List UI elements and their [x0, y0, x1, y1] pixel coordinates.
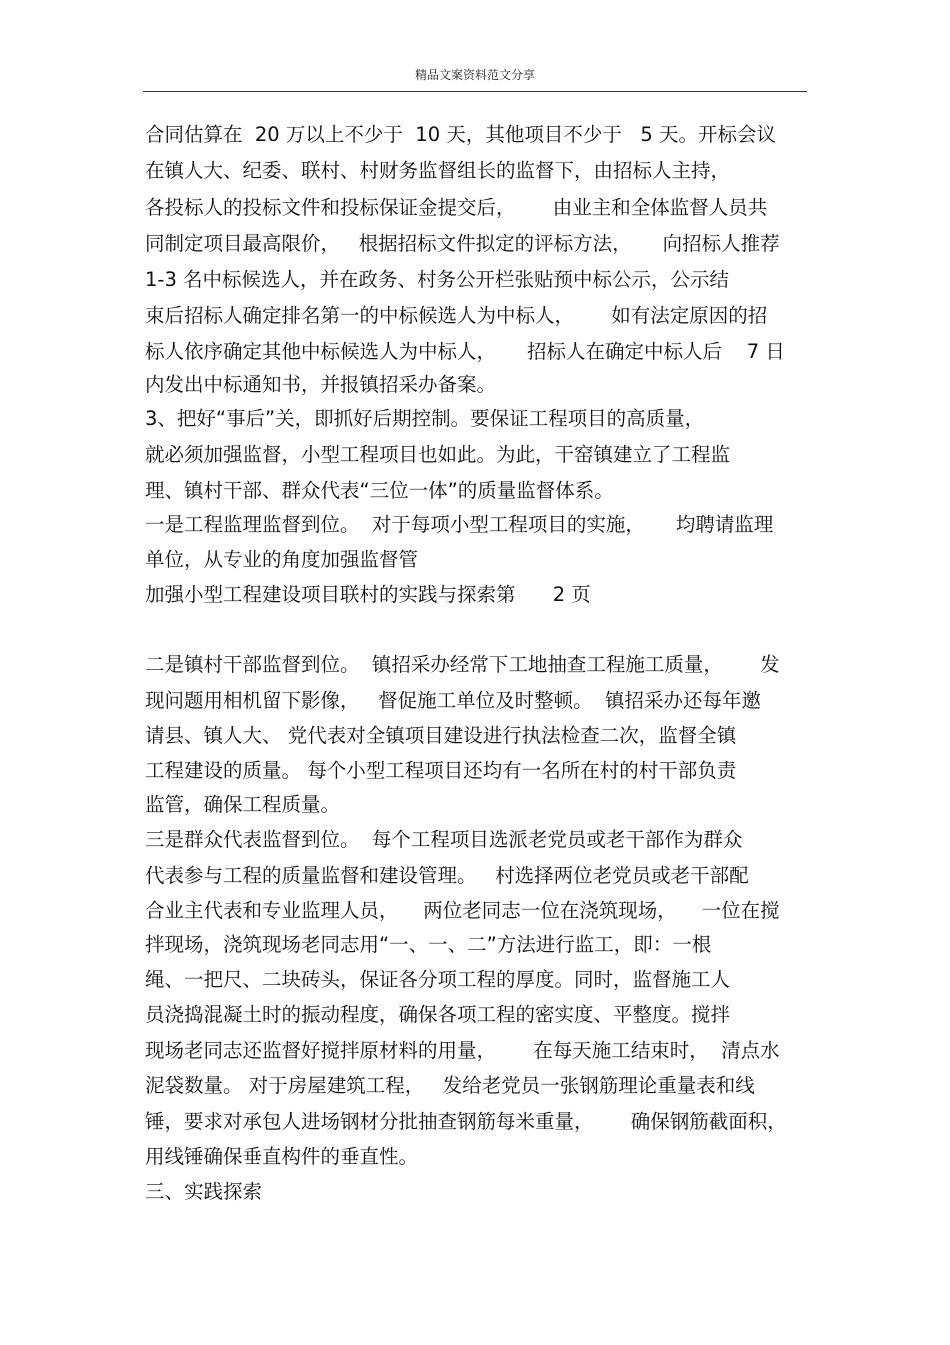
page-footer-note: 加强小型工程建设项目联村的实践与探索第 2 页: [145, 583, 591, 606]
body-line: 一是工程监理监督到位。 对于每项小型工程项目的实施， 均聘请监理: [145, 513, 774, 536]
body-line: 锤，要求对承包人进场钢材分批抽查钢筋每米重量， 确保钢筋截面积，: [145, 1110, 787, 1133]
body-line: 代表参与工程的质量监督和建设管理。 村选择两位老党员或老干部配: [145, 864, 749, 887]
body-line: 3、把好“事后”关，即抓好后期控制。要保证工程项目的高质量，: [145, 407, 705, 430]
body-line: 二是镇村干部监督到位。 镇招采办经常下工地抽查工程施工质量， 发: [145, 653, 780, 676]
body-line: 就必须加强监督，小型工程项目也如此。为此，干窑镇建立了工程监: [145, 443, 731, 466]
body-line: 泥袋数量。 对于房屋建筑工程， 发给老党员一张钢筋理论重量表和线: [145, 1074, 755, 1097]
body-line: 现场老同志还监督好搅拌原材料的用量， 在每天施工结束时， 清点水: [145, 1039, 780, 1062]
body-line: 单位，从专业的角度加强监督管: [145, 548, 419, 571]
body-line: 同制定项目最高限价， 根据招标文件拟定的评标方法， 向招标人推荐: [145, 232, 780, 255]
body-line: 拌现场，浇筑现场老同志用“一、一、二”方法进行监工，即：一根: [145, 933, 712, 956]
body-line: 监管，确保工程质量。: [145, 793, 341, 816]
body-line: 合同估算在 20 万以上不少于 10 天，其他项目不少于 5 天。开标会议: [145, 123, 777, 146]
section-heading: 三、实践探索: [145, 1180, 263, 1203]
body-line: 合业主代表和专业监理人员， 两位老同志一位在浇筑现场， 一位在搅: [145, 899, 780, 922]
header-divider: [143, 91, 807, 92]
body-line: 请县、镇人大、 党代表对全镇项目建设进行执法检查二次，监督全镇: [145, 724, 737, 747]
body-line: 工程建设的质量。 每个小型工程项目还均有一名所在村的村干部负责: [145, 759, 737, 782]
body-line: 绳、一把尺、二块砖头，保证各分项工程的厚度。同时，监督施工人: [145, 968, 731, 991]
body-line: 三是群众代表监督到位。 每个工程项目选派老党员或老干部作为群众: [145, 828, 743, 851]
body-line: 在镇人大、纪委、联村、村财务监督组长的监督下，由招标人主持，: [145, 159, 731, 182]
body-line: 理、镇村干部、群众代表“三位一体”的质量监督体系。: [145, 479, 614, 502]
body-line: 现问题用相机留下影像， 督促施工单位及时整顿。 镇招采办还每年邀: [145, 689, 761, 712]
page-header-title: 精品文案资料范文分享: [414, 68, 535, 82]
body-line: 各投标人的投标文件和投标保证金提交后， 由业主和全体监督人员共: [145, 196, 768, 219]
body-line: 1-3 名中标候选人，并在政务、村务公开栏张贴预中标公示，公示结: [145, 268, 730, 291]
body-line: 束后招标人确定排名第一的中标候选人为中标人， 如有法定原因的招: [145, 304, 768, 327]
body-line: 员浇捣混凝土时的振动程度，确保各项工程的密实度、平整度。搅拌: [145, 1003, 731, 1026]
body-line: 标人依序确定其他中标候选人为中标人， 招标人在确定中标人后 7 日: [145, 340, 785, 363]
body-line: 用线锤确保垂直构件的垂直性。: [145, 1145, 419, 1168]
body-line: 内发出中标通知书，并报镇招采办备案。: [145, 373, 497, 396]
